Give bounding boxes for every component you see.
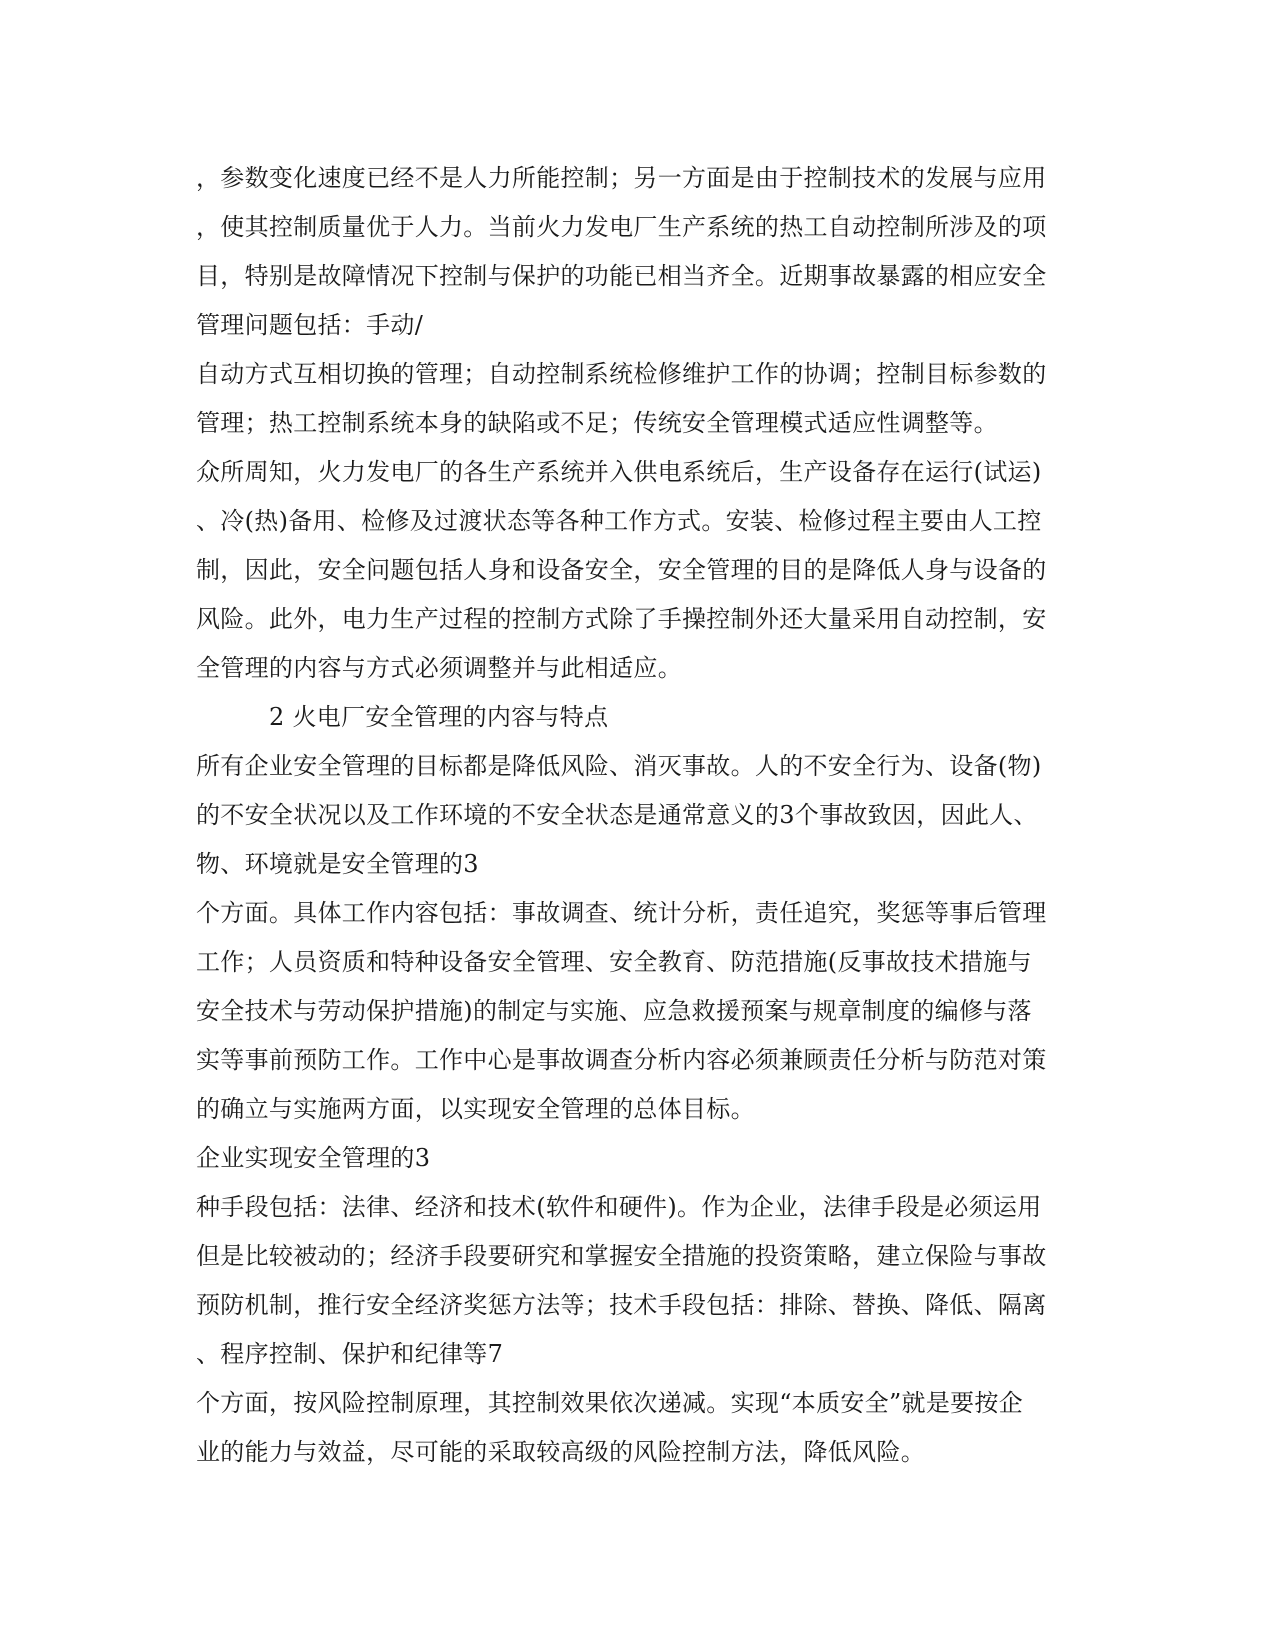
text-line: 物、环境就是安全管理的3: [196, 850, 479, 878]
section-heading: 2 火电厂安全管理的内容与特点: [269, 703, 609, 731]
text-line: 风险。此外，电力生产过程的控制方式除了手操控制外还大量采用自动控制，安: [196, 605, 1047, 633]
text-line: 企业实现安全管理的3: [196, 1144, 431, 1172]
text-line: 实等事前预防工作。工作中心是事故调查分析内容必须兼顾责任分析与防范对策: [196, 1046, 1047, 1074]
text-line: 、冷(热)备用、检修及过渡状态等各种工作方式。安装、检修过程主要由人工控: [196, 507, 1042, 535]
text-line: 目，特别是故障情况下控制与保护的功能已相当齐全。近期事故暴露的相应安全: [196, 262, 1047, 290]
text-line: 、程序控制、保护和纪律等7: [196, 1340, 504, 1368]
text-line: 管理问题包括：手动/: [196, 311, 424, 339]
text-line: 业的能力与效益，尽可能的采取较高级的风险控制方法，降低风险。: [196, 1438, 925, 1466]
text-line: 预防机制，推行安全经济奖惩方法等；技术手段包括：排除、替换、降低、隔离: [196, 1291, 1047, 1319]
text-line: 管理；热工控制系统本身的缺陷或不足；传统安全管理模式适应性调整等。: [196, 409, 998, 437]
text-line: 自动方式互相切换的管理；自动控制系统检修维护工作的协调；控制目标参数的: [196, 360, 1047, 388]
text-line: 工作；人员资质和特种设备安全管理、安全教育、防范措施(反事故技术措施与: [196, 948, 1032, 976]
text-line: 的确立与实施两方面，以实现安全管理的总体目标。: [196, 1095, 755, 1123]
text-line: 安全技术与劳动保护措施)的制定与实施、应急救援预案与规章制度的编修与落: [196, 997, 1032, 1025]
text-line: 个方面。具体工作内容包括：事故调查、统计分析，责任追究，奖惩等事后管理: [196, 899, 1047, 927]
text-line: ，参数变化速度已经不是人力所能控制；另一方面是由于控制技术的发展与应用: [196, 164, 1047, 192]
text-line: 制，因此，安全问题包括人身和设备安全，安全管理的目的是降低人身与设备的: [196, 556, 1047, 584]
text-line: 全管理的内容与方式必须调整并与此相适应。: [196, 654, 682, 682]
text-line: 所有企业安全管理的目标都是降低风险、消灭事故。人的不安全行为、设备(物): [196, 752, 1042, 780]
text-line: 个方面，按风险控制原理，其控制效果依次递减。实现“本质安全”就是要按企: [196, 1389, 1024, 1417]
text-line: 种手段包括：法律、经济和技术(软件和硬件)。作为企业，法律手段是必须运用: [196, 1193, 1042, 1221]
text-line: 的不安全状况以及工作环境的不安全状态是通常意义的3个事故致因，因此人、: [196, 801, 1038, 829]
text-line: ，使其控制质量优于人力。当前火力发电厂生产系统的热工自动控制所涉及的项: [196, 213, 1047, 241]
text-line: 但是比较被动的；经济手段要研究和掌握安全措施的投资策略，建立保险与事故: [196, 1242, 1047, 1270]
body-text: [196, 154, 1086, 1477]
text-line: 众所周知，火力发电厂的各生产系统并入供电系统后，生产设备存在运行(试运): [196, 458, 1042, 486]
